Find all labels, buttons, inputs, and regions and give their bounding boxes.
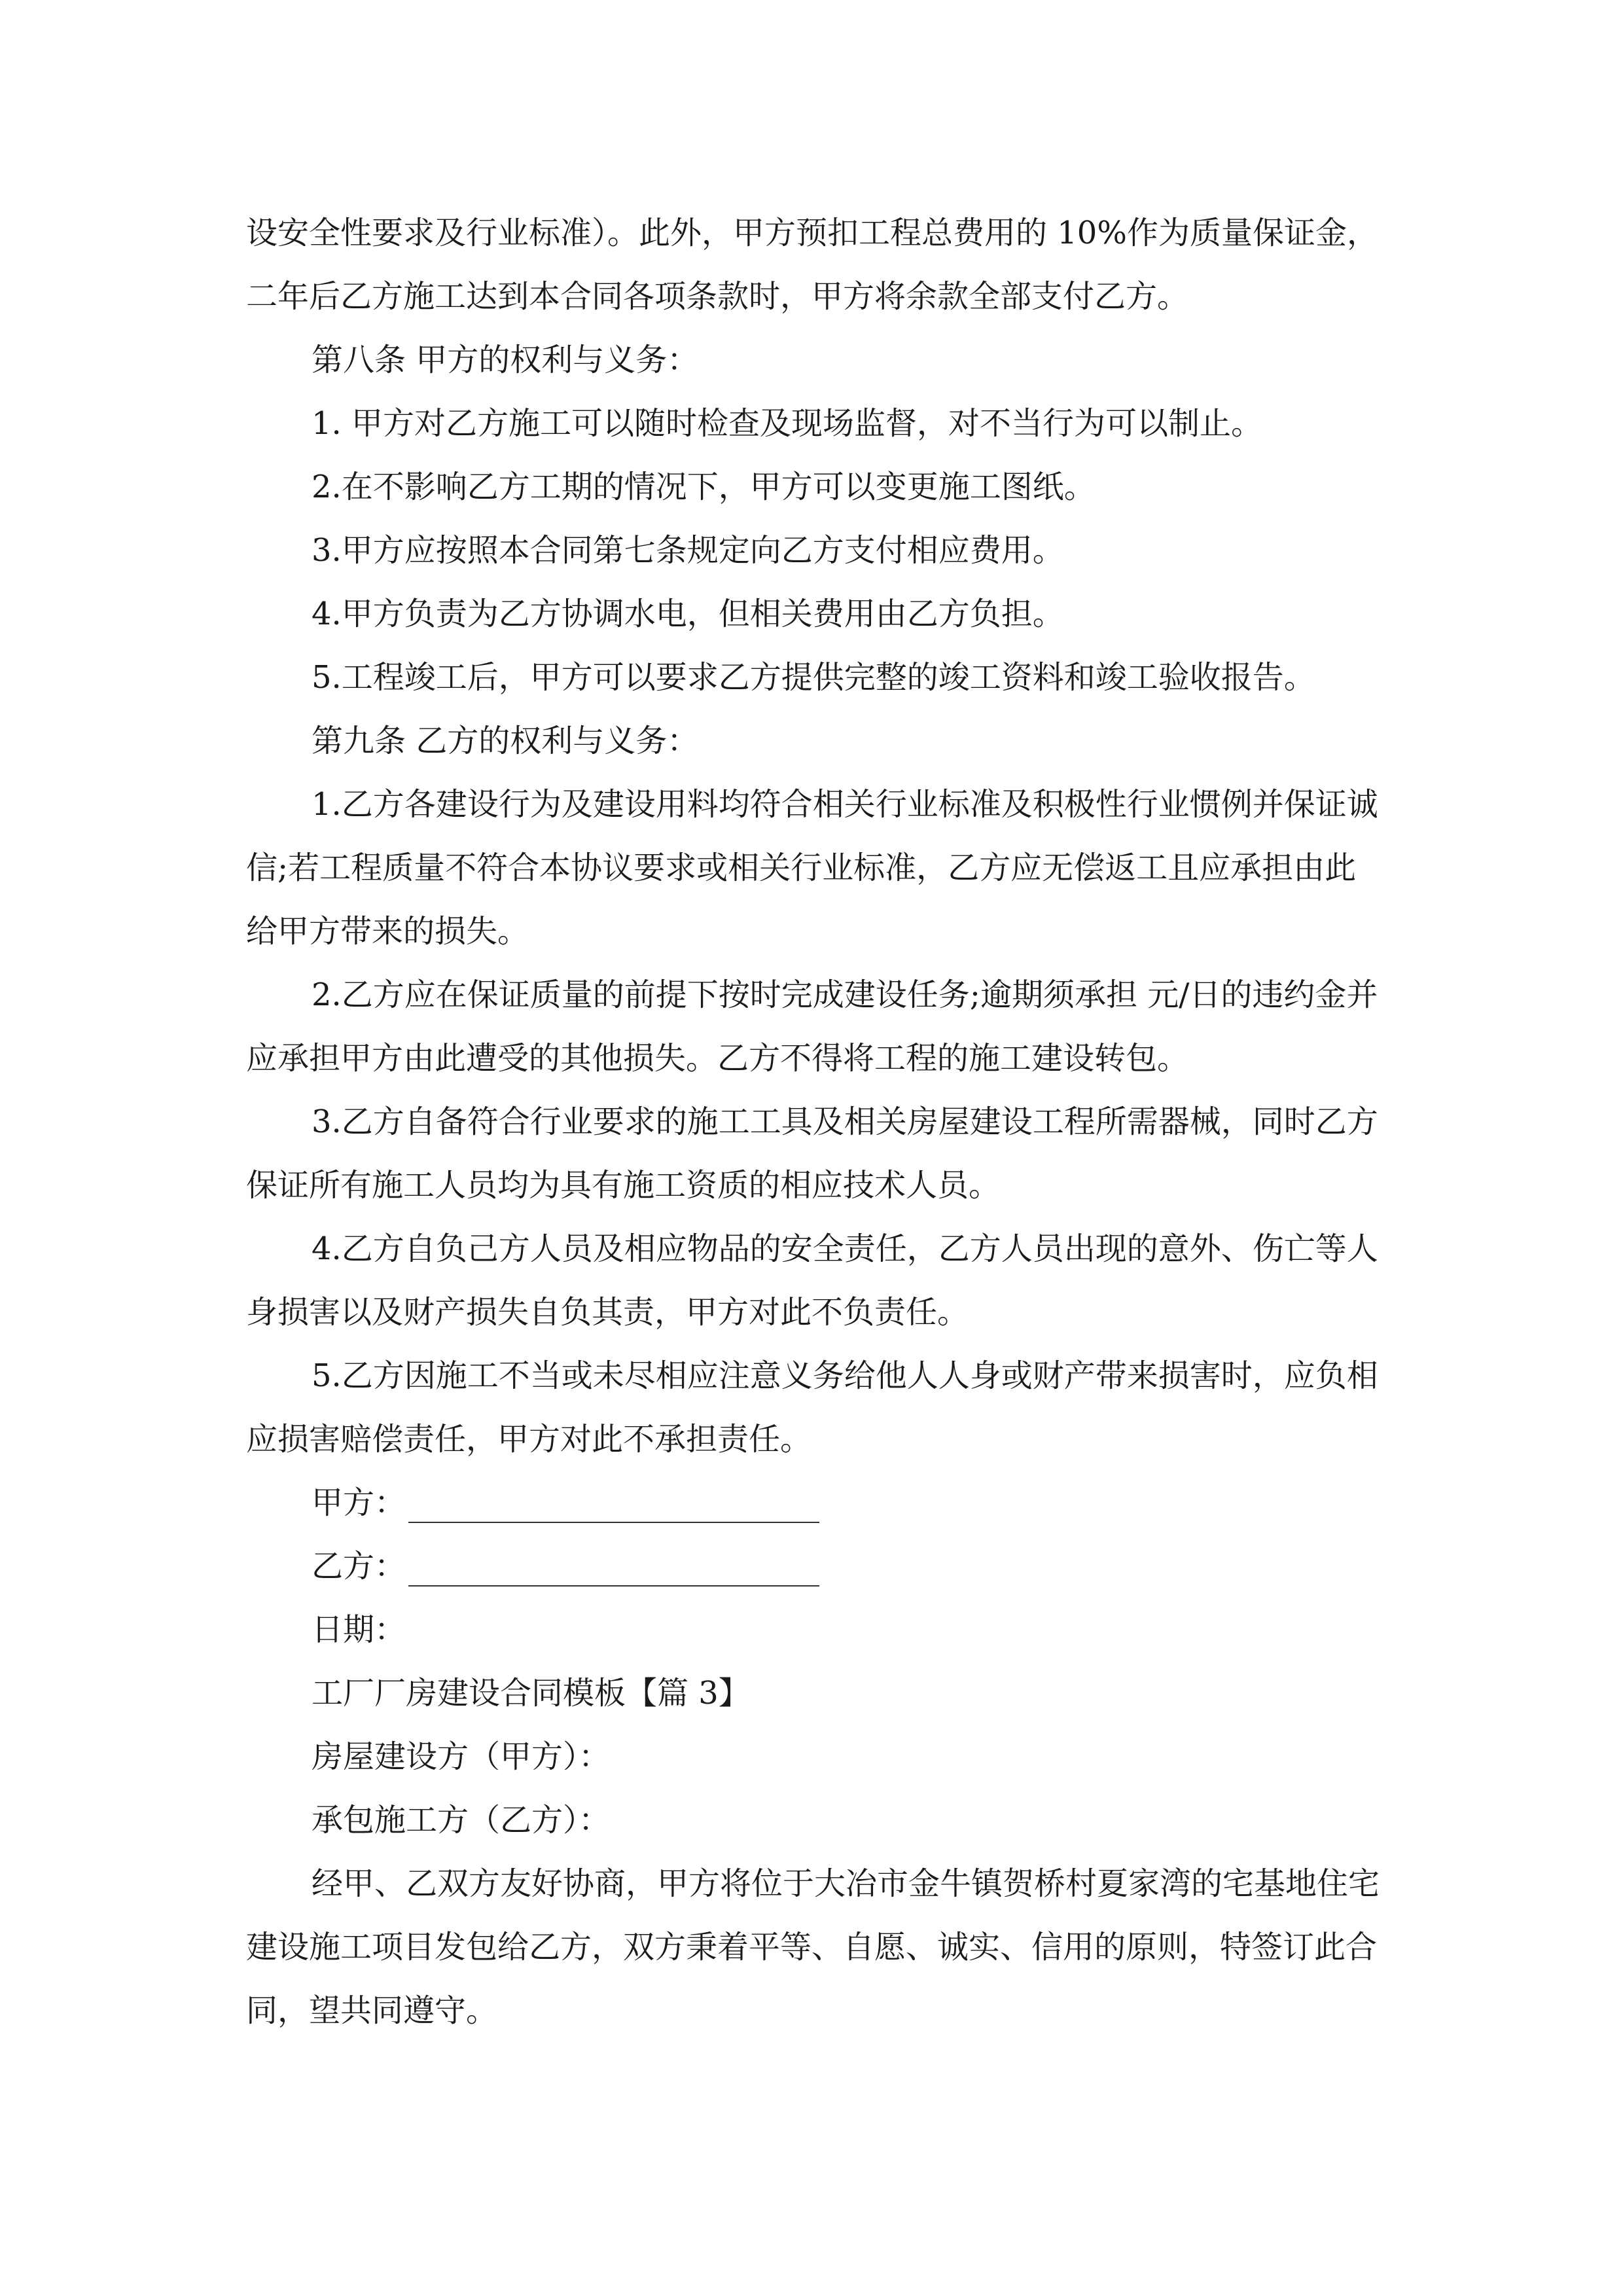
- continuation-line-1: 设安全性要求及行业标准）。此外，甲方预扣工程总费用的 10%作为质量保证金，: [246, 215, 1378, 251]
- article-8-item-5: 5.工程竣工后，甲方可以要求乙方提供完整的竣工资料和竣工验收报告。: [312, 659, 1315, 696]
- party-a-signature-row: [246, 1471, 1385, 1535]
- party-a-label: 甲方：: [312, 1484, 406, 1521]
- date-label: 日期：: [312, 1611, 406, 1648]
- builder-party-label: 房屋建设方（甲方）：: [312, 1738, 611, 1775]
- party-b-signature-row: [246, 1535, 1385, 1598]
- article-9-heading: 第九条 乙方的权利与义务：: [312, 723, 699, 759]
- article-8-item-3: 3.甲方应按照本合同第七条规定向乙方支付相应费用。: [312, 532, 1064, 569]
- article-9-item-5: 5.乙方因施工不当或未尽相应注意义务给他人人身或财产带来损害时，应负相应损害赔偿责任，甲方对此不承担责任。: [246, 1357, 1378, 1458]
- party-a-signature-line: [408, 1484, 819, 1523]
- article-9-item-2: 2.乙方应在保证质量的前提下按时完成建设任务;逾期须承担 元/日的违约金并应承担甲方由此遭受的其他损失。乙方不得将工程的施工建设转包。: [246, 977, 1378, 1077]
- document-body: [246, 202, 1385, 2043]
- continuation-line-2: 二年后乙方施工达到本合同各项条款时，甲方将余款全部支付乙方。: [246, 278, 1189, 315]
- section-3-intro: 经甲、乙双方友好协商，甲方将位于大冶市金牛镇贺桥村夏家湾的宅基地住宅建设施工项目发包给乙方，双方秉着平等、自愿、诚实、信用的原则，特签订此合同，望共同遵守。: [246, 1865, 1380, 2029]
- section-3-title: 工厂厂房建设合同模板【篇 3】: [312, 1675, 750, 1712]
- article-8-item-4: 4.甲方负责为乙方协调水电，但相关费用由乙方负担。: [312, 596, 1064, 632]
- contractor-party-label: 承包施工方（乙方）：: [312, 1802, 611, 1839]
- party-b-signature-line: [408, 1547, 819, 1587]
- party-b-label: 乙方：: [312, 1548, 406, 1585]
- article-8-item-1: 1. 甲方对乙方施工可以随时检查及现场监督，对不当行为可以制止。: [312, 405, 1263, 442]
- article-8-heading: 第八条 甲方的权利与义务：: [312, 342, 699, 378]
- article-9-item-4: 4.乙方自负己方人员及相应物品的安全责任，乙方人员出现的意外、伤亡等人身损害以及财产损失自负其责，甲方对此不负责任。: [246, 1230, 1378, 1331]
- article-8-item-2: 2.在不影响乙方工期的情况下，甲方可以变更施工图纸。: [312, 469, 1096, 505]
- article-9-item-1: 1.乙方各建设行为及建设用料均符合相关行业标准及积极性行业惯例并保证诚信;若工程质量不符合本协议要求或相关行业标准，乙方应无偿返工且应承担由此给甲方带来的损失。: [246, 786, 1378, 950]
- article-9-item-3: 3.乙方自备符合行业要求的施工工具及相关房屋建设工程所需器械，同时乙方保证所有施工人员均为具有施工资质的相应技术人员。: [246, 1103, 1378, 1204]
